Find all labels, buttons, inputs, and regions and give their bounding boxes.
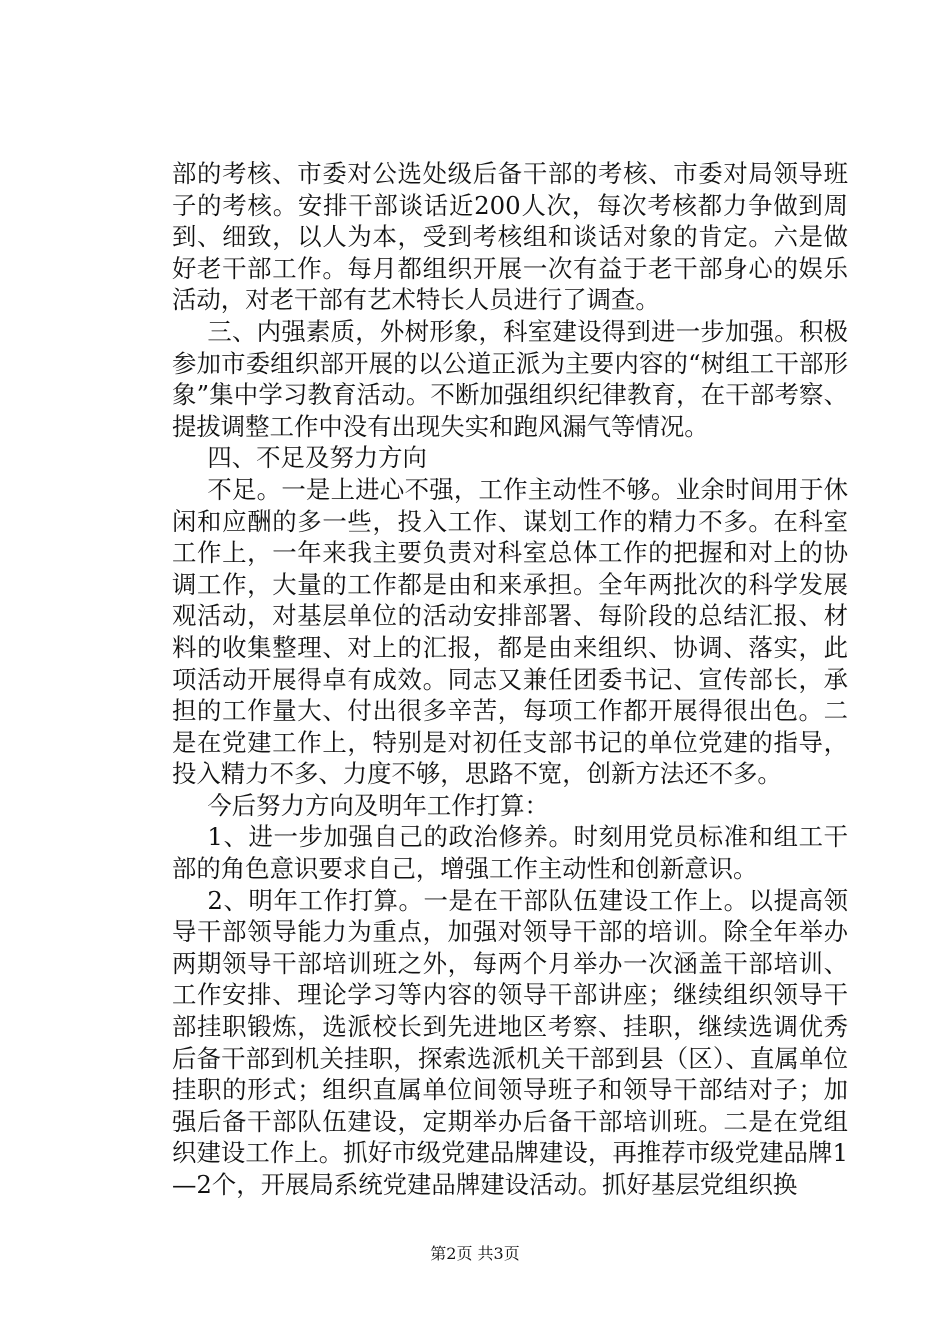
paragraph-shortcomings: 不足。一是上进心不强，工作主动性不够。业余时间用于休闲和应酬的多一些，投入工作、谋划工作的精力不多。在科室工作上，一年来我主要负责对科室总体工作的把握和对上的协调工作，大量的工作都是由和来承担。全年两批次的科学发展观活动，对基层单位的活动安排部署、每阶段的总结汇报、材料的收集整理、对上的汇报，都是由来组织、协调、落实，此项活动开展得卓有成效。同志又兼任团委书记、宣传部长，承担的工作量大、付出很多辛苦，每项工作都开展得很出色。二是在党建工作上，特别是对初任支部书记的单位党建的指导，投入精力不多、力度不够，思路不宽，创新方法还不多。 <box>172 474 848 789</box>
paragraph-plan-item-2: 2、明年工作打算。一是在干部队伍建设工作上。以提高领导干部领导能力为重点，加强对领导干部的培训。除全年举办两期领导干部培训班之外，每两个月举办一次涵盖干部培训、工作安排、理论学习等内容的领导干部讲座；继续组织领导干部挂职锻炼，选派校长到先进地区考察、挂职，继续选调优秀后备干部到机关挂职，探索选派机关干部到县（区）、直属单位挂职的形式；组织直属单位间领导班子和领导干部结对子；加强后备干部队伍建设，定期举办后备干部培训班。二是在党组织建设工作上。抓好市级党建品牌建设，再推荐市级党建品牌1—2个，开展局系统党建品牌建设活动。抓好基层党组织换 <box>172 885 848 1199</box>
document-body <box>172 158 848 1201</box>
page-footer <box>0 1244 950 1264</box>
heading-section-four: 四、不足及努力方向 <box>207 443 427 473</box>
paragraph-plan-item-1: 1、进一步加强自己的政治修养。时刻用党员标准和组工干部的角色意识要求自己，增强工作主动性和创新意识。 <box>172 822 848 884</box>
page-number-indicator: 第2页 共3页 <box>430 1244 520 1263</box>
paragraph-section-three: 三、内强素质，外树形象，科室建设得到进一步加强。积极参加市委组织部开展的以公道正派为主要内容的“树组工干部形象”集中学习教育活动。不断加强组织纪律教育，在干部考察、提拔调整工作中没有出现失实和跑风漏气等情况。 <box>172 316 848 441</box>
heading-future-plans: 今后努力方向及明年工作打算： <box>207 790 549 820</box>
paragraph-assessment-continued: 部的考核、市委对公选处级后备干部的考核、市委对局领导班子的考核。安排干部谈话近200人次，每次考核都力争做到周到、细致，以人为本，受到考核组和谈话对象的肯定。六是做好老干部工作。每月都组织开展一次有益于老干部身心的娱乐活动，对老干部有艺术特长人员进行了调查。 <box>172 159 848 315</box>
